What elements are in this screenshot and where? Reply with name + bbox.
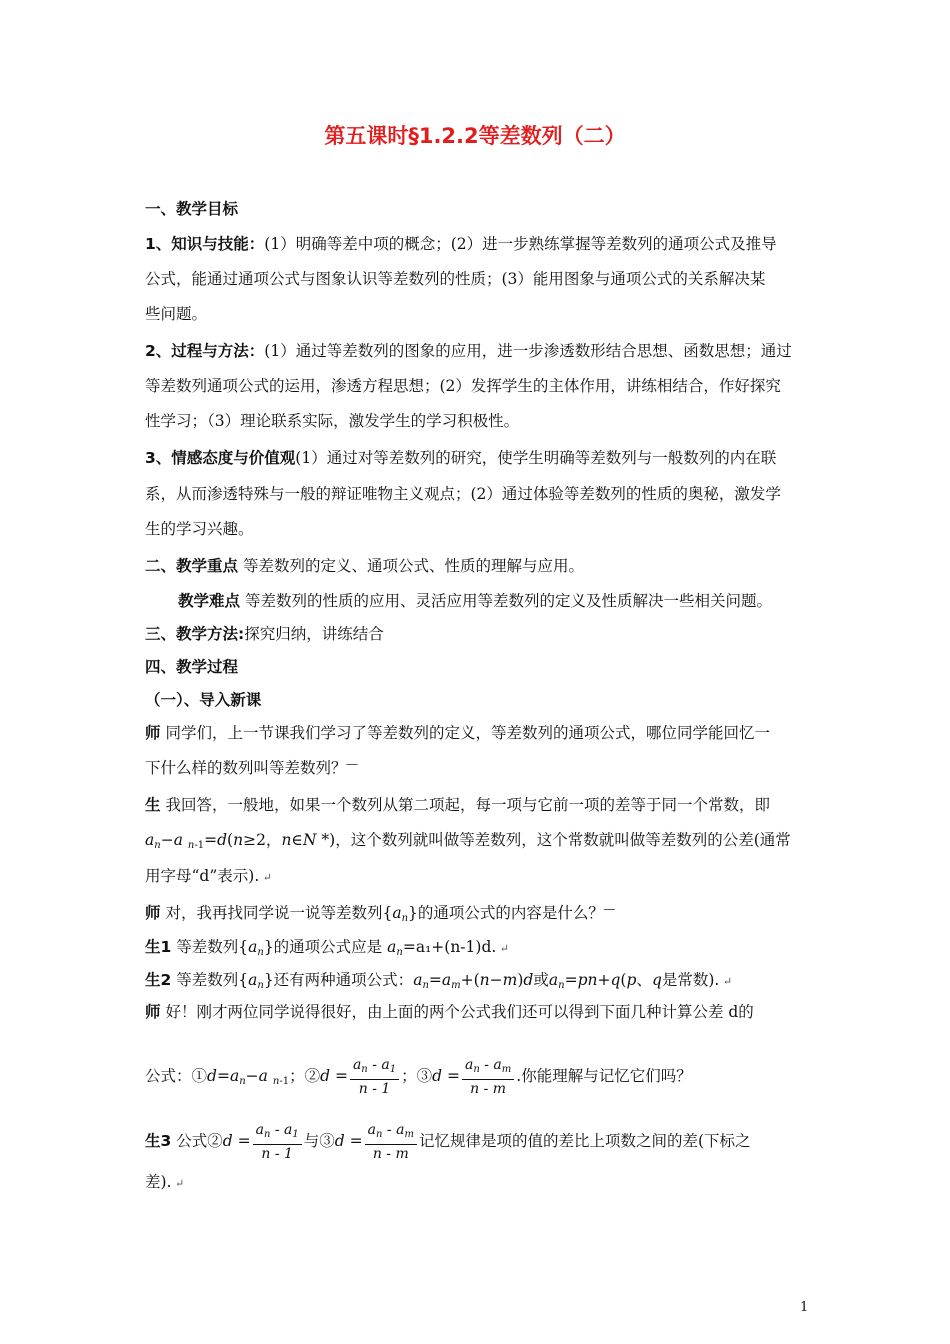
difficulty-label: 教学难点 bbox=[178, 592, 241, 610]
student3-text-a: 公式② bbox=[176, 1132, 223, 1150]
edit-mark: ↵ bbox=[719, 975, 733, 988]
method-label: 三、教学方法: bbox=[145, 625, 245, 643]
difficulty-line bbox=[178, 591, 848, 611]
student1-text-a: 等差数列{ bbox=[176, 938, 249, 956]
student1-line: 生1 等差数列$\{a_n\}$的通项公式应是 $a_n=a_1+(n-1)d$. ↵ bbox=[145, 938, 510, 958]
fraction-an-a1: $\frac{a_n - a_1}{n - 1}$ bbox=[253, 1121, 302, 1163]
section-heading-objectives: 一、教学目标 bbox=[145, 200, 239, 218]
fraction-an-a1: $\frac{a_n - a_1}{n - 1}$ bbox=[350, 1056, 399, 1098]
knowledge-line-1 bbox=[145, 234, 815, 254]
circle-2: ；② bbox=[289, 1067, 321, 1085]
process-label: 2、过程与方法： bbox=[145, 342, 265, 360]
teacher-text-2a: 对，我再找同学说一说等差数列{ bbox=[165, 904, 393, 922]
formulas-lead: 公式： bbox=[145, 1067, 192, 1085]
student1-formula: a₁+(n-1)d. bbox=[415, 938, 497, 956]
student-line-2 bbox=[145, 830, 815, 856]
method-line bbox=[145, 624, 815, 644]
student3-line-2 bbox=[145, 1172, 815, 1194]
speaker-student2: 生2 bbox=[145, 971, 172, 989]
teacher-line-1b bbox=[145, 758, 815, 780]
focus-label: 二、教学重点 bbox=[145, 557, 239, 575]
formulas-line: 公式：$①d=a_n-a$ $_{n-1}$；②d = $\frac{a_n - a_1}{n - 1}$ ；③d = $\frac{a_n - a_m}{n - m}$ .你能理解与记忆它们吗？ bbox=[145, 1057, 692, 1097]
teacher-text-1b: 下什么样的数列叫等差数列？ bbox=[145, 759, 347, 777]
student3-tail: 记忆规律是项的值的差比上项数之间的差(下标之 bbox=[418, 1132, 751, 1150]
process-text-1: (1）通过等差数列的图象的应用，进一步渗透数形结合思想、函数思想；通过 bbox=[264, 342, 792, 360]
student2-text-a: 等差数列{ bbox=[176, 971, 249, 989]
speaker-teacher: 师 bbox=[145, 1003, 161, 1021]
student-text-1: 我回答，一般地，如果一个数列从第二项起，每一项与它前一项的差等于同一个常数，即 bbox=[165, 796, 770, 814]
fraction-an-am: $\frac{a_n - a_m}{n - m}$ bbox=[365, 1121, 417, 1163]
speaker-teacher: 师 bbox=[145, 904, 161, 922]
emotion-text-1: (1）通过对等差数列的研究，使学生明确等差数列与一般数列的内在联 bbox=[295, 449, 777, 467]
circle-1: ① bbox=[191, 1067, 208, 1085]
student2-line: 生2 等差数列$\{a_n\}$还有两种通项公式：$a_n=a_m+(n-m)d$或$a_n=pn+q(p$、q是常数). ↵ bbox=[145, 971, 733, 991]
page-title: 第五课时§1.2.2等差数列（二） bbox=[324, 124, 626, 148]
student2-text-b: }还有两种通项公式： bbox=[263, 971, 414, 989]
difficulty-text: 等差数列的性质的应用、灵活应用等差数列的定义及性质解决一些相关问题。 bbox=[244, 592, 772, 610]
speaker-student: 生 bbox=[145, 796, 161, 814]
edit-mark: ↵ bbox=[171, 1177, 185, 1190]
student3-text-2: 差). bbox=[145, 1173, 172, 1191]
teacher-text-1: 同学们，上一节课我们学习了等差数列的定义，等差数列的通项公式，哪位同学能回忆一 bbox=[165, 724, 770, 742]
focus-line bbox=[145, 556, 815, 576]
student3-line: 生3 公式②d = $\frac{a_n - a_1}{n - 1}$ 与③d = $\frac{a_n - a_m}{n - m}$ 记忆规律是项的值的差比上项数之间的差(下标之 bbox=[145, 1122, 751, 1162]
page-number: 1 bbox=[800, 1300, 809, 1315]
knowledge-text-1: (1）明确等差中项的概念；(2）进一步熟练掌握等差数列的通项公式及推导 bbox=[264, 235, 777, 253]
knowledge-line-3: 些问题。 bbox=[145, 305, 208, 323]
emotion-line-1 bbox=[145, 448, 815, 468]
emotion-line-3: 生的学习兴趣。 bbox=[145, 520, 254, 538]
knowledge-label: 1、知识与技能： bbox=[145, 235, 265, 253]
edit-mark: ⎺ bbox=[603, 908, 615, 921]
teacher-text-2b: }的通项公式的内容是什么？ bbox=[408, 904, 604, 922]
teacher-text-3: 好！刚才两位同学说得很好，由上面的两个公式我们还可以得到下面几种计算公差 d的 bbox=[165, 1003, 754, 1021]
student-text-2: ，这个数列就叫做等差数列，这个常数就叫做等差数列的公差(通常 bbox=[335, 831, 791, 849]
teacher-line-3 bbox=[145, 1002, 815, 1022]
method-text: 探究归纳，讲练结合 bbox=[244, 625, 384, 643]
teacher-line-2: 师 对，我再找同学说一说等差数列$\{a_n\}$的通项公式的内容是什么？⎺ bbox=[145, 904, 615, 924]
student-line-3 bbox=[145, 866, 815, 888]
emotion-label: 3、情感态度与价值观 bbox=[145, 449, 296, 467]
subsection-heading-intro: （一）、导入新课 bbox=[145, 691, 262, 709]
student1-text-b: }的通项公式应是 bbox=[263, 938, 383, 956]
emotion-line-2: 系，从而渗透特殊与一般的辩证唯物主义观点；(2）通过体验等差数列的性质的奥秘，激发学 bbox=[145, 485, 781, 503]
speaker-student3: 生3 bbox=[145, 1132, 172, 1150]
process-line-1 bbox=[145, 341, 815, 361]
process-line-2: 等差数列通项公式的运用，渗透方程思想；(2）发挥学生的主体作用，讲练相结合，作好探究 bbox=[145, 377, 781, 395]
student2-tail: 是常数). bbox=[661, 971, 720, 989]
student-text-3: 用字母“d”表示). bbox=[145, 867, 260, 885]
circle-3: ；③ bbox=[401, 1067, 433, 1085]
edit-mark: ↵ bbox=[259, 871, 272, 884]
student3-mid: 与③ bbox=[303, 1132, 335, 1150]
process-line-3: 性学习；（3）理论联系实际，激发学生的学习积极性。 bbox=[145, 412, 520, 430]
definition-formula: $a_n-a$ $_{n-1}$=d(n≥2，n∈N *) bbox=[145, 831, 336, 851]
knowledge-line-2: 公式，能通过通项公式与图象认识等差数列的性质；(3）能用图象与通项公式的关系解决某 bbox=[145, 270, 766, 288]
speaker-student1: 生1 bbox=[145, 938, 172, 956]
student2-or: 或 bbox=[533, 971, 549, 989]
section-heading-process: 四、教学过程 bbox=[145, 658, 239, 676]
focus-text: 等差数列的定义、通项公式、性质的理解与应用。 bbox=[242, 557, 584, 575]
edit-mark: ↵ bbox=[496, 942, 510, 955]
speaker-teacher: 师 bbox=[145, 724, 161, 742]
edit-mark: ⎺ bbox=[346, 763, 358, 776]
student-line-1 bbox=[145, 795, 815, 815]
formulas-tail: .你能理解与记忆它们吗？ bbox=[516, 1067, 692, 1085]
fraction-an-am: $\frac{a_n - a_m}{n - m}$ bbox=[462, 1056, 514, 1098]
teacher-line-1 bbox=[145, 723, 815, 743]
